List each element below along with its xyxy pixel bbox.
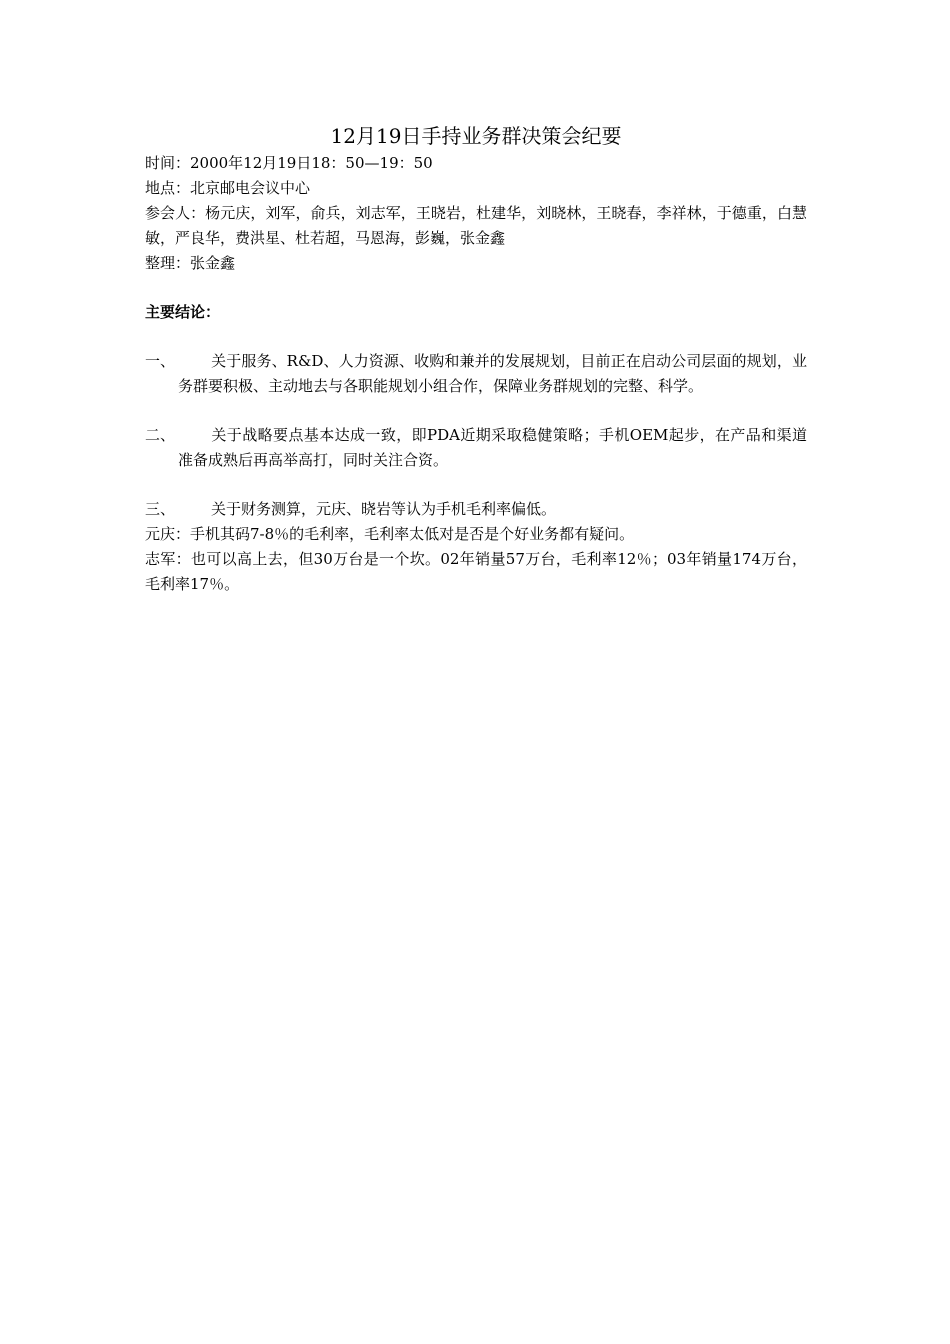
spacer <box>145 399 807 423</box>
item-text: 关于战略要点基本达成一致，即PDA近期采取稳健策略；手机OEM起步，在产品和渠道准备成熟后再高举高打，同时关注合资。 <box>178 426 807 469</box>
remark-zhijun: 志军：也可以高上去，但30万台是一个坎。02年销量57万台，毛利率12％；03年销量174万台，毛利率17％。 <box>145 550 807 593</box>
meeting-recorder: 整理：张金鑫 <box>145 254 236 272</box>
document-title: 12月19日手持业务群决策会纪要 <box>330 124 622 148</box>
item-number: 二、 <box>145 426 176 444</box>
conclusion-item-1 <box>145 349 807 399</box>
item-number: 三、 <box>145 500 176 518</box>
remark-yuanqing: 元庆：手机其码7-8％的毛利率，毛利率太低对是否是个好业务都有疑问。 <box>145 525 635 543</box>
meeting-attendees: 参会人：杨元庆，刘军，俞兵，刘志军，王晓岩，杜建华，刘晓林，王晓春，李祥林，于德重，白慧敏，严良华，费洪星、杜若超，马恩海，彭巍，张金鑫 <box>145 204 807 247</box>
spacer <box>145 276 807 300</box>
conclusions-heading: 主要结论： <box>145 303 221 321</box>
document-page <box>145 122 807 597</box>
item-number: 一、 <box>145 352 176 370</box>
conclusion-item-3 <box>145 497 807 522</box>
conclusion-item-2 <box>145 423 807 473</box>
spacer <box>145 325 807 349</box>
item-text: 关于财务测算，元庆、晓岩等认为手机毛利率偏低。 <box>211 500 557 518</box>
item-text: 关于服务、R&D、人力资源、收购和兼并的发展规划，目前正在启动公司层面的规划，业务群要积极、主动地去与各职能规划小组合作，保障业务群规划的完整、科学。 <box>178 352 807 395</box>
meeting-place: 地点：北京邮电会议中心 <box>145 179 311 197</box>
meeting-time: 时间：2000年12月19日18：50—19：50 <box>145 154 433 172</box>
spacer <box>145 473 807 497</box>
